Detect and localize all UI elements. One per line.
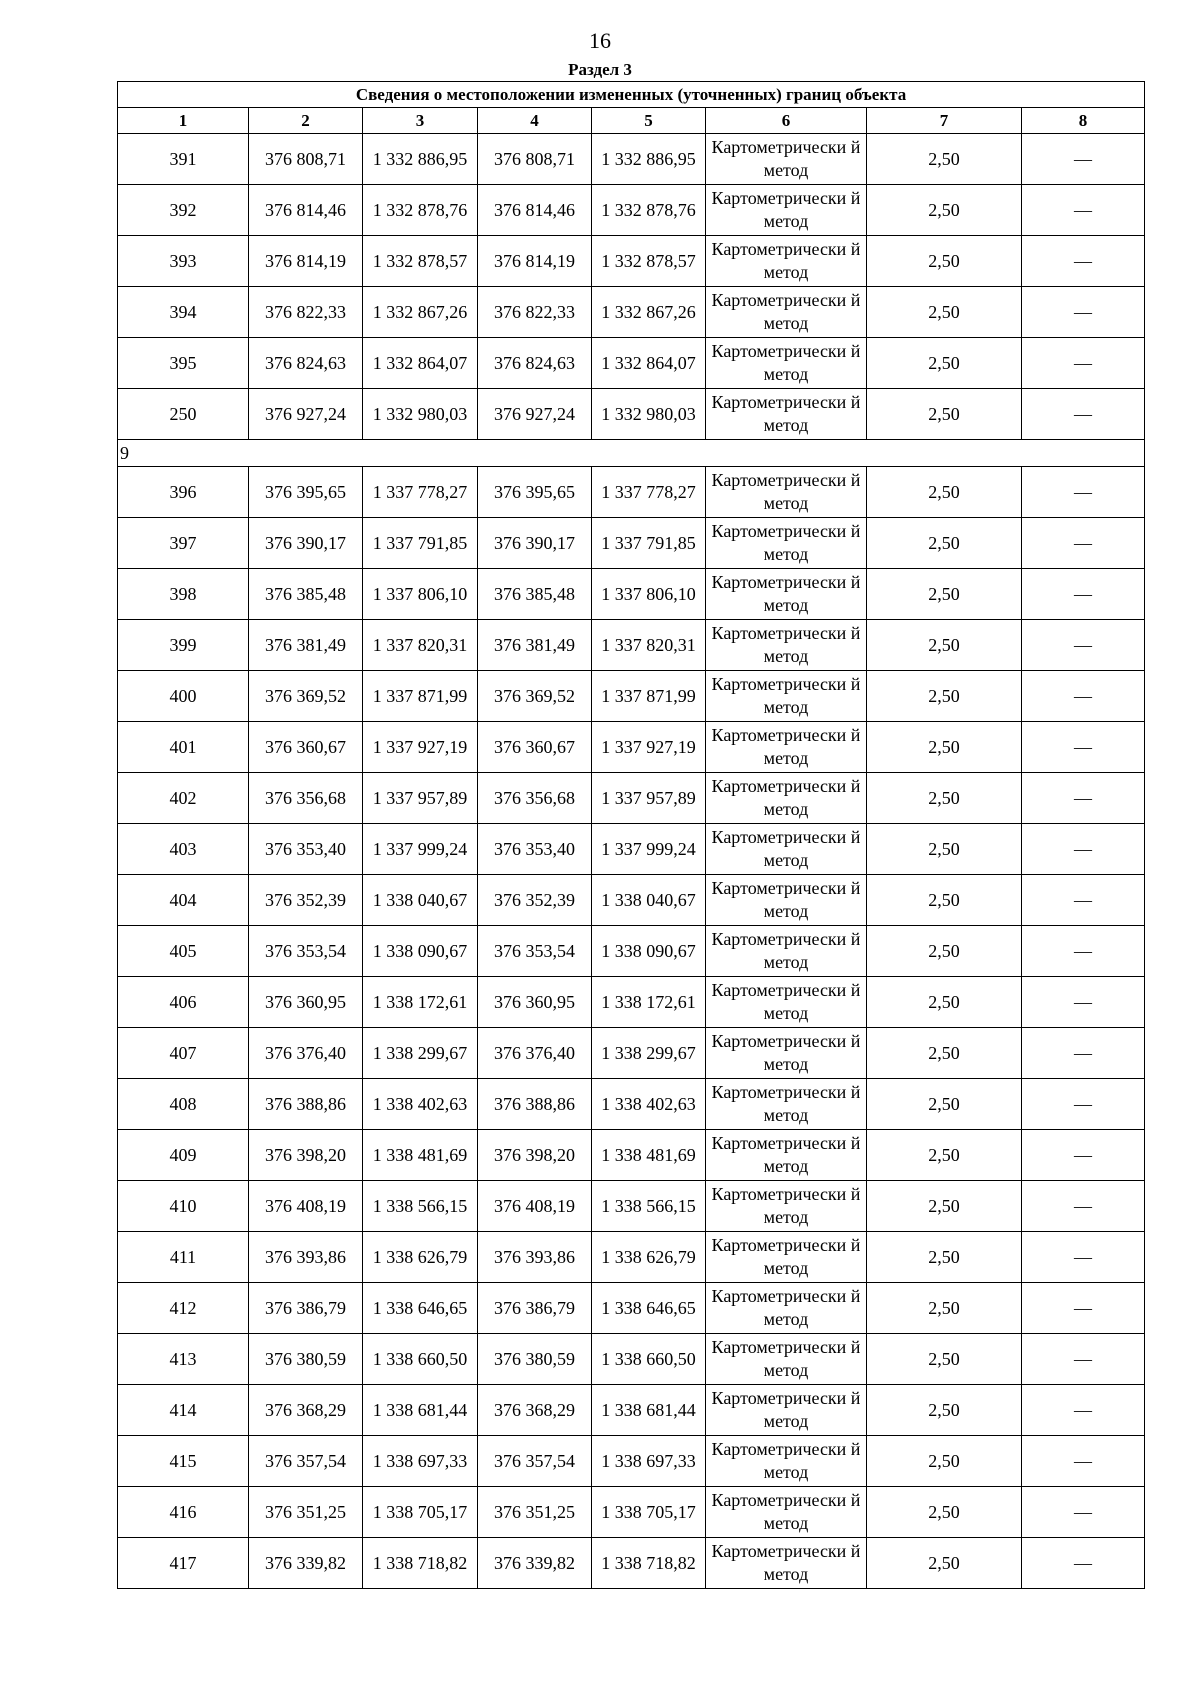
table-cell: 1 338 090,67 xyxy=(363,926,478,977)
group-a-rows xyxy=(118,134,1145,440)
table-cell: 1 337 791,85 xyxy=(363,518,478,569)
table-cell: 410 xyxy=(118,1181,249,1232)
column-header: 6 xyxy=(706,108,867,134)
table-cell: 376 369,52 xyxy=(478,671,592,722)
table-cell: Картометрически й метод xyxy=(706,467,867,518)
table-row xyxy=(118,926,1145,977)
table-cell: 417 xyxy=(118,1538,249,1589)
group-label-row xyxy=(118,440,1145,467)
table-cell: 409 xyxy=(118,1130,249,1181)
table-cell: 2,50 xyxy=(867,875,1022,926)
table-cell: 391 xyxy=(118,134,249,185)
table-cell: 1 338 646,65 xyxy=(592,1283,706,1334)
table-cell: 376 398,20 xyxy=(478,1130,592,1181)
section-title: Раздел 3 xyxy=(568,60,632,79)
table-cell: 393 xyxy=(118,236,249,287)
table-cell: Картометрически й метод xyxy=(706,185,867,236)
table-cell: 376 395,65 xyxy=(478,467,592,518)
table-cell: 2,50 xyxy=(867,185,1022,236)
table-row xyxy=(118,287,1145,338)
table-cell: 401 xyxy=(118,722,249,773)
table-cell: Картометрически й метод xyxy=(706,1334,867,1385)
table-cell: 376 927,24 xyxy=(478,389,592,440)
table-cell: Картометрически й метод xyxy=(706,977,867,1028)
table-cell: 376 376,40 xyxy=(249,1028,363,1079)
table-cell: 376 385,48 xyxy=(249,569,363,620)
table-cell: Картометрически й метод xyxy=(706,620,867,671)
table-cell: 1 337 957,89 xyxy=(592,773,706,824)
table-cell: Картометрически й метод xyxy=(706,1181,867,1232)
table-cell: Картометрически й метод xyxy=(706,134,867,185)
table-cell: 250 xyxy=(118,389,249,440)
group-label: 9 xyxy=(118,440,1145,467)
table-cell: 376 386,79 xyxy=(249,1283,363,1334)
table-row xyxy=(118,1487,1145,1538)
table-cell: 396 xyxy=(118,467,249,518)
table-cell: 1 338 402,63 xyxy=(592,1079,706,1130)
table-cell: Картометрически й метод xyxy=(706,926,867,977)
table-cell: — xyxy=(1022,1079,1145,1130)
table-cell: 397 xyxy=(118,518,249,569)
table-row xyxy=(118,134,1145,185)
table-cell: 1 337 791,85 xyxy=(592,518,706,569)
table-cell: 1 338 626,79 xyxy=(363,1232,478,1283)
table-cell: 2,50 xyxy=(867,620,1022,671)
table-cell: 1 338 705,17 xyxy=(363,1487,478,1538)
table-cell: 376 353,40 xyxy=(249,824,363,875)
table-cell: 1 332 886,95 xyxy=(592,134,706,185)
table-cell: 398 xyxy=(118,569,249,620)
table-cell: — xyxy=(1022,389,1145,440)
table-cell: 376 808,71 xyxy=(478,134,592,185)
table-cell: 376 376,40 xyxy=(478,1028,592,1079)
coordinates-table xyxy=(117,81,1145,1589)
table-cell: 1 338 172,61 xyxy=(363,977,478,1028)
table-cell: 376 352,39 xyxy=(478,875,592,926)
table-cell: 376 822,33 xyxy=(249,287,363,338)
table-cell: 376 388,86 xyxy=(249,1079,363,1130)
table-cell: 2,50 xyxy=(867,287,1022,338)
table-cell: 1 338 040,67 xyxy=(363,875,478,926)
table-cell: 392 xyxy=(118,185,249,236)
table-row xyxy=(118,467,1145,518)
table-cell: 1 337 806,10 xyxy=(592,569,706,620)
table-cell: 376 381,49 xyxy=(478,620,592,671)
table-cell: 407 xyxy=(118,1028,249,1079)
table-cell: 376 360,95 xyxy=(478,977,592,1028)
table-cell: 376 814,46 xyxy=(249,185,363,236)
table-cell: 376 385,48 xyxy=(478,569,592,620)
table-cell: 376 360,95 xyxy=(249,977,363,1028)
table-cell: 1 338 481,69 xyxy=(592,1130,706,1181)
table-cell: 2,50 xyxy=(867,1538,1022,1589)
table-row xyxy=(118,389,1145,440)
table-row xyxy=(118,338,1145,389)
table-cell: Картометрически й метод xyxy=(706,671,867,722)
table-cell: 1 338 697,33 xyxy=(363,1436,478,1487)
table-cell: 1 337 957,89 xyxy=(363,773,478,824)
table-cell: 1 338 566,15 xyxy=(592,1181,706,1232)
table-cell: 376 814,46 xyxy=(478,185,592,236)
table-cell: 376 339,82 xyxy=(249,1538,363,1589)
column-header: 1 xyxy=(118,108,249,134)
table-cell: Картометрически й метод xyxy=(706,1130,867,1181)
table-cell: 1 332 878,57 xyxy=(363,236,478,287)
table-cell: 2,50 xyxy=(867,1181,1022,1232)
table-cell: 376 380,59 xyxy=(249,1334,363,1385)
table-cell: — xyxy=(1022,1538,1145,1589)
table-cell: — xyxy=(1022,236,1145,287)
table-cell: 2,50 xyxy=(867,824,1022,875)
table-cell: 376 822,33 xyxy=(478,287,592,338)
table-cell: 376 386,79 xyxy=(478,1283,592,1334)
table-cell: 1 338 402,63 xyxy=(363,1079,478,1130)
table-row xyxy=(118,1436,1145,1487)
table-cell: 2,50 xyxy=(867,773,1022,824)
table-cell: 2,50 xyxy=(867,389,1022,440)
table-cell: — xyxy=(1022,824,1145,875)
column-header: 7 xyxy=(867,108,1022,134)
table-cell: 400 xyxy=(118,671,249,722)
table-cell: Картометрически й метод xyxy=(706,569,867,620)
table-cell: 399 xyxy=(118,620,249,671)
table-cell: 376 808,71 xyxy=(249,134,363,185)
table-cell: 1 337 927,19 xyxy=(363,722,478,773)
table-cell: Картометрически й метод xyxy=(706,518,867,569)
column-header: 8 xyxy=(1022,108,1145,134)
page-number: 16 xyxy=(589,28,611,53)
table-cell: Картометрически й метод xyxy=(706,338,867,389)
table-cell: — xyxy=(1022,185,1145,236)
table-cell: Картометрически й метод xyxy=(706,1385,867,1436)
group-b-rows xyxy=(118,467,1145,1589)
table-cell: 1 332 980,03 xyxy=(592,389,706,440)
table-cell: 1 338 681,44 xyxy=(363,1385,478,1436)
table-cell: — xyxy=(1022,722,1145,773)
table-cell: Картометрически й метод xyxy=(706,1232,867,1283)
table-cell: 405 xyxy=(118,926,249,977)
table-row xyxy=(118,1538,1145,1589)
table-cell: — xyxy=(1022,338,1145,389)
table-cell: 1 332 864,07 xyxy=(363,338,478,389)
table-cell: 1 337 778,27 xyxy=(592,467,706,518)
table-cell: — xyxy=(1022,569,1145,620)
table-cell: 1 332 864,07 xyxy=(592,338,706,389)
table-cell: — xyxy=(1022,671,1145,722)
table-cell: — xyxy=(1022,1385,1145,1436)
table-cell: 376 356,68 xyxy=(249,773,363,824)
table-cell: Картометрически й метод xyxy=(706,722,867,773)
table-row xyxy=(118,236,1145,287)
table-cell: 1 337 820,31 xyxy=(363,620,478,671)
table-cell: 1 338 697,33 xyxy=(592,1436,706,1487)
table-cell: 2,50 xyxy=(867,1385,1022,1436)
table-row xyxy=(118,518,1145,569)
table-cell: — xyxy=(1022,1334,1145,1385)
table-cell: 403 xyxy=(118,824,249,875)
table-cell: 376 398,20 xyxy=(249,1130,363,1181)
table-cell: Картометрически й метод xyxy=(706,1436,867,1487)
table-cell: 376 824,63 xyxy=(249,338,363,389)
table-cell: — xyxy=(1022,287,1145,338)
table-cell: 2,50 xyxy=(867,467,1022,518)
table-cell: — xyxy=(1022,926,1145,977)
table-cell: 1 338 718,82 xyxy=(363,1538,478,1589)
table-cell: 1 337 806,10 xyxy=(363,569,478,620)
table-cell: Картометрически й метод xyxy=(706,1538,867,1589)
table-cell: 1 338 172,61 xyxy=(592,977,706,1028)
table-cell: 2,50 xyxy=(867,1487,1022,1538)
table-cell: 376 408,19 xyxy=(478,1181,592,1232)
table-cell: 1 338 681,44 xyxy=(592,1385,706,1436)
table-cell: Картометрически й метод xyxy=(706,1487,867,1538)
table-title-row xyxy=(118,82,1145,108)
table-row xyxy=(118,773,1145,824)
table-cell: 413 xyxy=(118,1334,249,1385)
table-cell: 376 824,63 xyxy=(478,338,592,389)
table-cell: 415 xyxy=(118,1436,249,1487)
table-cell: 376 352,39 xyxy=(249,875,363,926)
table-cell: — xyxy=(1022,1130,1145,1181)
table-cell: Картометрически й метод xyxy=(706,875,867,926)
table-cell: 1 332 980,03 xyxy=(363,389,478,440)
table-cell: 376 360,67 xyxy=(249,722,363,773)
table-cell: 1 338 481,69 xyxy=(363,1130,478,1181)
table-cell: 1 332 886,95 xyxy=(363,134,478,185)
table-cell: 2,50 xyxy=(867,722,1022,773)
table-cell: 376 408,19 xyxy=(249,1181,363,1232)
table-cell: — xyxy=(1022,1487,1145,1538)
table-cell: 2,50 xyxy=(867,1130,1022,1181)
table-cell: 376 380,59 xyxy=(478,1334,592,1385)
table-cell: 376 814,19 xyxy=(249,236,363,287)
table-cell: 2,50 xyxy=(867,518,1022,569)
table-cell: 376 390,17 xyxy=(478,518,592,569)
table-row xyxy=(118,569,1145,620)
table-cell: — xyxy=(1022,134,1145,185)
table-row xyxy=(118,1232,1145,1283)
group-separator xyxy=(118,440,1145,467)
table-cell: 1 332 867,26 xyxy=(592,287,706,338)
table-cell: 376 351,25 xyxy=(249,1487,363,1538)
table-row xyxy=(118,1334,1145,1385)
table-row xyxy=(118,1385,1145,1436)
table-cell: 395 xyxy=(118,338,249,389)
table-cell: 406 xyxy=(118,977,249,1028)
table-cell: — xyxy=(1022,773,1145,824)
table-cell: 1 337 927,19 xyxy=(592,722,706,773)
table-cell: — xyxy=(1022,875,1145,926)
table-cell: — xyxy=(1022,977,1145,1028)
column-header: 4 xyxy=(478,108,592,134)
table-cell: — xyxy=(1022,467,1145,518)
table-cell: 2,50 xyxy=(867,134,1022,185)
table-row xyxy=(118,1283,1145,1334)
table-cell: — xyxy=(1022,1436,1145,1487)
table-cell: 376 360,67 xyxy=(478,722,592,773)
table-cell: 1 337 999,24 xyxy=(592,824,706,875)
table-cell: 414 xyxy=(118,1385,249,1436)
table-row xyxy=(118,722,1145,773)
table-cell: 1 332 867,26 xyxy=(363,287,478,338)
table-cell: 376 369,52 xyxy=(249,671,363,722)
table-cell: 376 339,82 xyxy=(478,1538,592,1589)
column-header: 2 xyxy=(249,108,363,134)
table-cell: 376 393,86 xyxy=(249,1232,363,1283)
table-cell: 2,50 xyxy=(867,977,1022,1028)
table-cell: 2,50 xyxy=(867,1283,1022,1334)
table-cell: 408 xyxy=(118,1079,249,1130)
table-cell: 1 332 878,57 xyxy=(592,236,706,287)
table-cell: 1 338 566,15 xyxy=(363,1181,478,1232)
table-cell: 1 338 705,17 xyxy=(592,1487,706,1538)
table-cell: 376 393,86 xyxy=(478,1232,592,1283)
table-cell: 412 xyxy=(118,1283,249,1334)
table-row xyxy=(118,185,1145,236)
table-cell: — xyxy=(1022,1028,1145,1079)
table-cell: 376 390,17 xyxy=(249,518,363,569)
table-cell: 376 388,86 xyxy=(478,1079,592,1130)
table-cell: 376 356,68 xyxy=(478,773,592,824)
table-cell: 1 338 299,67 xyxy=(363,1028,478,1079)
table-cell: 411 xyxy=(118,1232,249,1283)
table-cell: 1 337 871,99 xyxy=(363,671,478,722)
table-cell: 376 395,65 xyxy=(249,467,363,518)
table-row xyxy=(118,1181,1145,1232)
table-cell: — xyxy=(1022,620,1145,671)
table-cell: 1 338 718,82 xyxy=(592,1538,706,1589)
table-row xyxy=(118,1079,1145,1130)
table-cell: 1 337 778,27 xyxy=(363,467,478,518)
table-cell: Картометрически й метод xyxy=(706,287,867,338)
column-header-row xyxy=(118,108,1145,134)
table-row xyxy=(118,977,1145,1028)
table-cell: Картометрически й метод xyxy=(706,236,867,287)
table-cell: 1 332 878,76 xyxy=(592,185,706,236)
table-cell: 1 337 820,31 xyxy=(592,620,706,671)
table-cell: 2,50 xyxy=(867,236,1022,287)
table-cell: 376 353,40 xyxy=(478,824,592,875)
table-cell: 402 xyxy=(118,773,249,824)
table-cell: 376 368,29 xyxy=(249,1385,363,1436)
table-cell: 1 338 299,67 xyxy=(592,1028,706,1079)
table-cell: 2,50 xyxy=(867,1232,1022,1283)
table-cell: 1 337 999,24 xyxy=(363,824,478,875)
table-cell: Картометрически й метод xyxy=(706,1028,867,1079)
table-cell: 376 368,29 xyxy=(478,1385,592,1436)
table-cell: — xyxy=(1022,518,1145,569)
column-header: 3 xyxy=(363,108,478,134)
table-cell: 1 338 090,67 xyxy=(592,926,706,977)
table-row xyxy=(118,671,1145,722)
table-cell: 2,50 xyxy=(867,1334,1022,1385)
table-cell: 416 xyxy=(118,1487,249,1538)
table-cell: 404 xyxy=(118,875,249,926)
table-cell: Картометрически й метод xyxy=(706,773,867,824)
table-title: Сведения о местоположении измененных (уточненных) границ объекта xyxy=(118,82,1145,108)
table-cell: 376 353,54 xyxy=(478,926,592,977)
table-cell: Картометрически й метод xyxy=(706,389,867,440)
table-cell: 376 381,49 xyxy=(249,620,363,671)
table-cell: 2,50 xyxy=(867,1079,1022,1130)
table-cell: 376 353,54 xyxy=(249,926,363,977)
table-cell: — xyxy=(1022,1232,1145,1283)
table-cell: 1 338 626,79 xyxy=(592,1232,706,1283)
table-row xyxy=(118,824,1145,875)
table-row xyxy=(118,1028,1145,1079)
table-cell: 376 357,54 xyxy=(249,1436,363,1487)
table-cell: 1 338 646,65 xyxy=(363,1283,478,1334)
table-row xyxy=(118,875,1145,926)
table-cell: Картометрически й метод xyxy=(706,1283,867,1334)
table-cell: 2,50 xyxy=(867,671,1022,722)
table-cell: 2,50 xyxy=(867,926,1022,977)
table-cell: 376 351,25 xyxy=(478,1487,592,1538)
table-cell: 1 338 040,67 xyxy=(592,875,706,926)
table-cell: 1 337 871,99 xyxy=(592,671,706,722)
table-cell: 1 338 660,50 xyxy=(592,1334,706,1385)
table-cell: 2,50 xyxy=(867,569,1022,620)
table-cell: 394 xyxy=(118,287,249,338)
table-cell: — xyxy=(1022,1283,1145,1334)
table-cell: 2,50 xyxy=(867,338,1022,389)
table-cell: 376 814,19 xyxy=(478,236,592,287)
table-cell: 376 357,54 xyxy=(478,1436,592,1487)
table-row xyxy=(118,1130,1145,1181)
table-row xyxy=(118,620,1145,671)
table-cell: 2,50 xyxy=(867,1028,1022,1079)
table-cell: 376 927,24 xyxy=(249,389,363,440)
table-cell: 2,50 xyxy=(867,1436,1022,1487)
table-cell: 1 338 660,50 xyxy=(363,1334,478,1385)
table-cell: Картометрически й метод xyxy=(706,1079,867,1130)
table-cell: Картометрически й метод xyxy=(706,824,867,875)
column-header: 5 xyxy=(592,108,706,134)
table-cell: 1 332 878,76 xyxy=(363,185,478,236)
table-cell: — xyxy=(1022,1181,1145,1232)
